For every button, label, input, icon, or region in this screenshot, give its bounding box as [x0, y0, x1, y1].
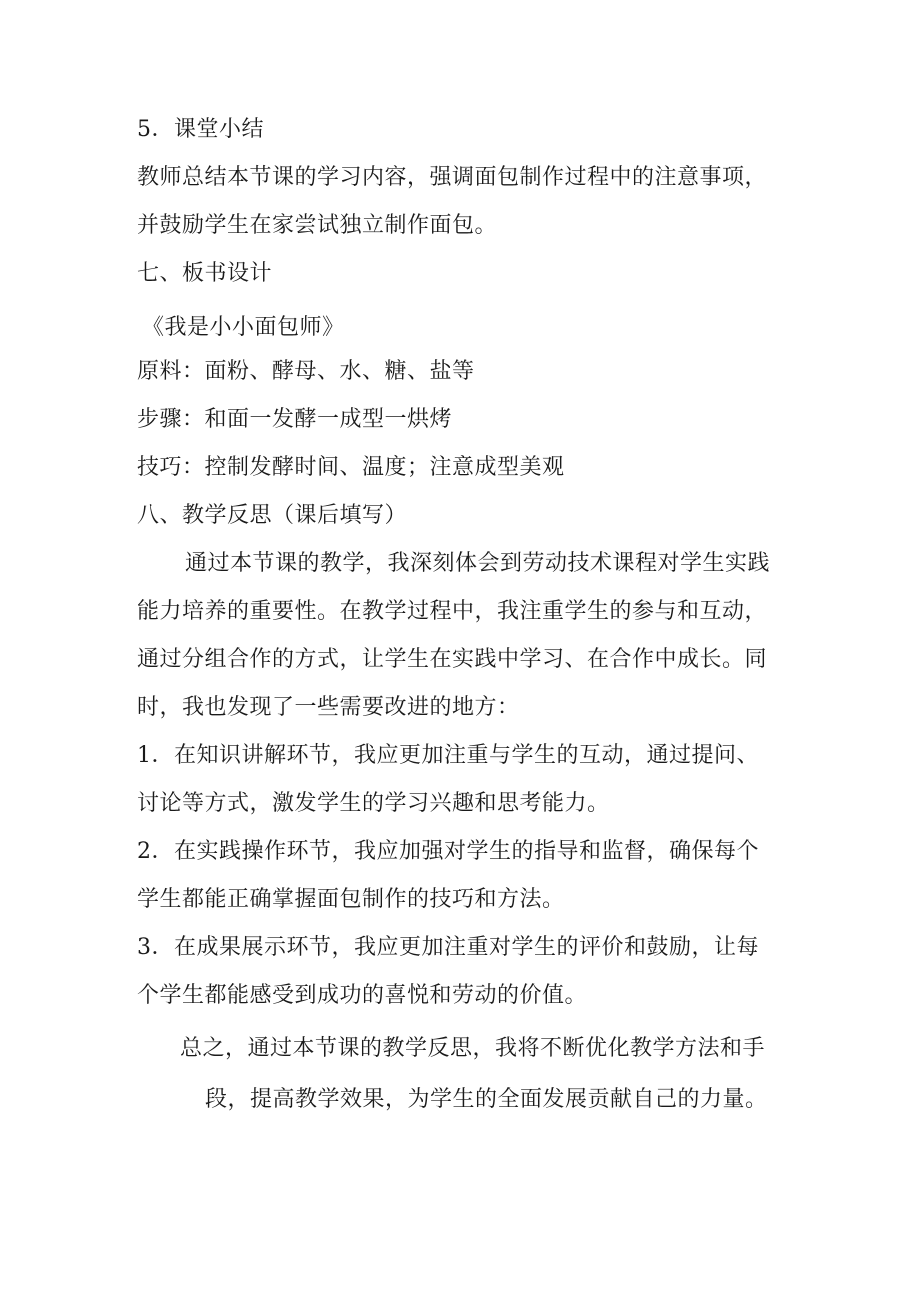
- conclusion-line: 总之，通过本节课的教学反思，我将不断优化教学方法和手: [180, 1036, 766, 1061]
- section-heading-summary: 5．课堂小结: [137, 117, 264, 142]
- section-heading-board-design: 七、板书设计: [137, 261, 273, 286]
- paragraph-line: 时，我也发现了一些需要改进的地方：: [137, 695, 520, 720]
- paragraph-line: 教师总结本节课的学习内容，强调面包制作过程中的注意事项，: [137, 165, 768, 190]
- list-item-1: 1．在知识讲解环节，我应更加注重与学生的互动，通过提问、: [137, 743, 759, 768]
- list-item-3-continued: 个学生都能感受到成功的喜悦和劳动的价值。: [137, 983, 588, 1008]
- paragraph-line: 通过分组合作的方式，让学生在实践中学习、在合作中成长。同: [137, 647, 768, 672]
- list-item-2-continued: 学生都能正确掌握面包制作的技巧和方法。: [137, 887, 565, 912]
- paragraph-line: 通过本节课的教学，我深刻体会到劳动技术课程对学生实践: [185, 551, 771, 576]
- list-item-1-continued: 讨论等方式，激发学生的学习兴趣和思考能力。: [137, 791, 610, 816]
- board-line-steps: 步骤：和面一发酵一成型一烘烤: [137, 407, 453, 432]
- section-heading-reflection: 八、教学反思（课后填写）: [137, 503, 408, 528]
- list-item-2: 2．在实践操作环节，我应加强对学生的指导和监督，确保每个: [137, 839, 759, 864]
- paragraph-line: 能力培养的重要性。在教学过程中，我注重学生的参与和互动，: [137, 599, 768, 624]
- board-line-ingredients: 原料：面粉、酵母、水、糖、盐等: [137, 359, 475, 384]
- board-line-tips: 技巧：控制发酵时间、温度；注意成型美观: [137, 455, 565, 480]
- board-title: 《我是小小面包师》: [142, 315, 345, 340]
- list-item-3: 3．在成果展示环节，我应更加注重对学生的评价和鼓励，让每: [137, 935, 759, 960]
- conclusion-line: 段，提高教学效果，为学生的全面发展贡献自己的力量。: [205, 1087, 768, 1112]
- paragraph-line: 并鼓励学生在家尝试独立制作面包。: [137, 213, 498, 238]
